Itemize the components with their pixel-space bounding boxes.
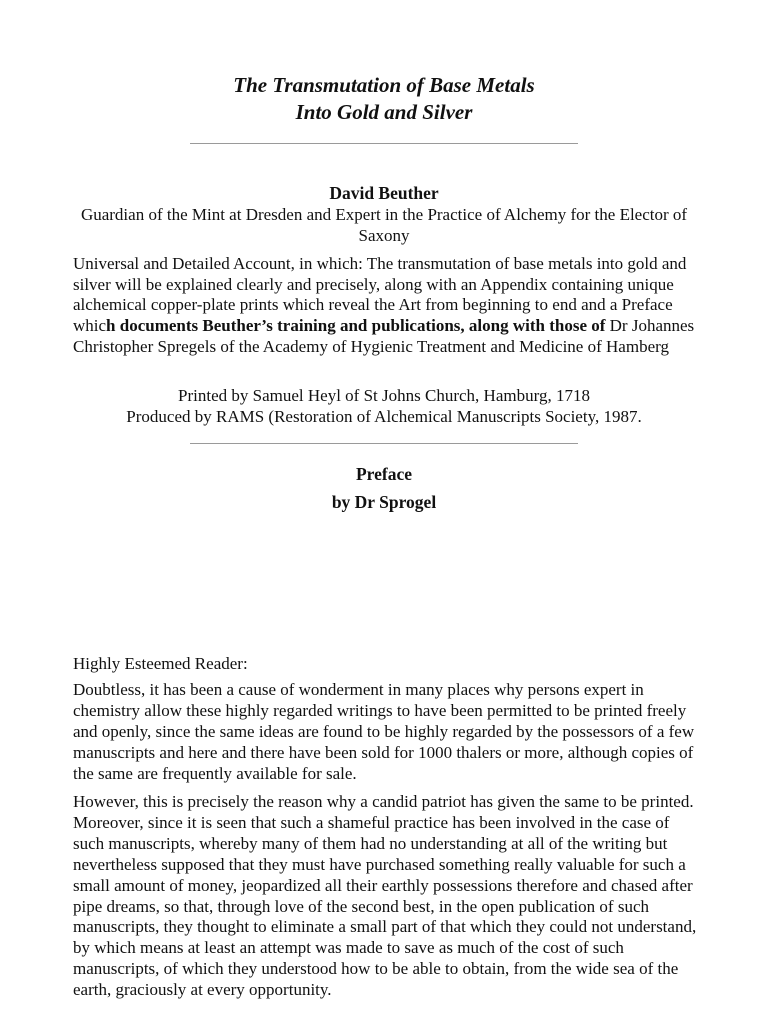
imprint-block (73, 386, 695, 427)
body-paragraph: Doubtless, it has been a cause of wonderment in many places why persons expert in chemistry allow these highly regarded writings to have been permitted to be printed freely and openly, since the same ideas are found to be highly regarded by the possessors of a few manuscripts and here and there have been sold for 1000 thalers or more, although copies of the same are frequently available for sale. (73, 680, 695, 783)
printed-by: Printed by Samuel Heyl of St Johns Church, Hamburg, 1718 (178, 386, 590, 405)
account-text-end: Dr Johannes Christopher Spregels of the Academy of Hygienic Treatment and Medicine of Hamberg (73, 316, 695, 356)
imprint-divider (190, 443, 578, 444)
account-description (73, 254, 695, 358)
account-text-bold: h documents Beuther’s training and publications, along with those of (106, 316, 606, 336)
author-role: Guardian of the Mint at Dresden and Expert in the Practice of Alchemy for the Elector of Saxony (80, 205, 688, 245)
title-line-2: Into Gold and Silver (295, 100, 473, 124)
account-text-start: Universal and Detailed Account, in which: The transmutation of base metals into gold and silver will be explained clearly and precisely, along with an Appendix containing unique alchemical copper-plate prints which reveal the Art from beginning to end and a Preface whic (73, 254, 687, 336)
produced-by: Produced by RAMS (Restoration of Alchemical Manuscripts Society, 1987. (126, 406, 642, 426)
salutation: Highly Esteemed Reader: (73, 654, 248, 673)
document-title (73, 72, 695, 126)
body-paragraph: However, this is precisely the reason why a candid patriot has given the same to be printed. Moreover, since it is seen that such a shameful practice has been involved in the case of such manuscripts, whereby many of them had no understanding at all of the writing but nevertheless supposed that they must have purchased something really valuable for such a small amount of money, jeopardized all their earthly possessions therefore and chased after pipe dreams, so that, through love of the second best, in the open publication of such manuscripts, they thought to eliminate a small part of that which they could not understand, by which means at least an attempt was made to save as much of the cost of such manuscripts, of which they understood how to be able to obtain, from the wide sea of the earth, graciously at every opportunity. (73, 792, 697, 1000)
preface-heading: Preface (355, 464, 413, 484)
title-divider (190, 143, 578, 144)
author-name: David Beuther (329, 183, 439, 203)
preface-byline: by Dr Sprogel (331, 492, 437, 512)
title-line-1: The Transmutation of Base Metals (233, 73, 535, 97)
